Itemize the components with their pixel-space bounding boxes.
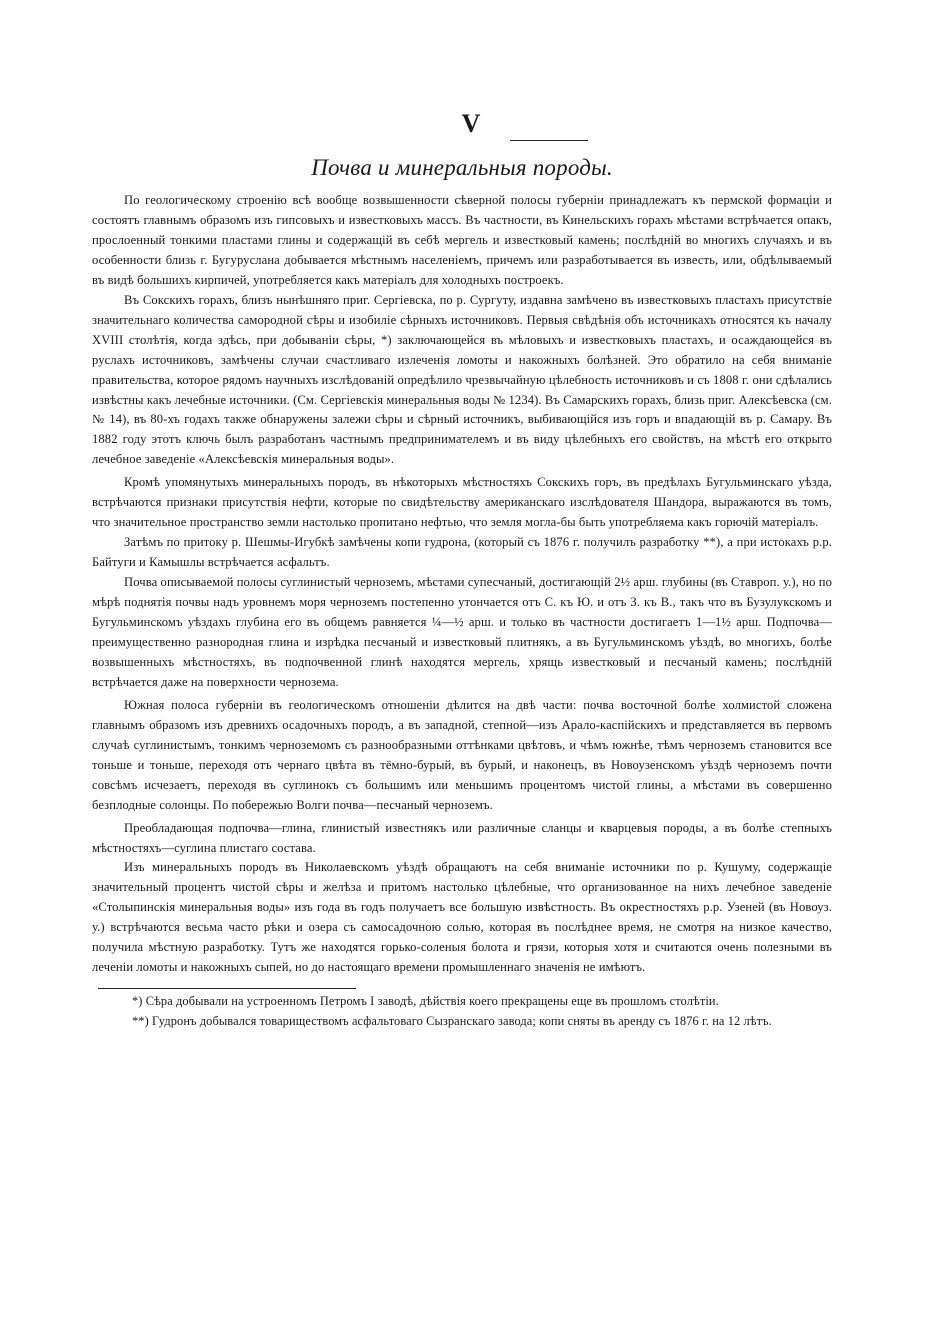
paragraph: Южная полоса губерніи въ геологическомъ отношеніи дѣлится на двѣ части: почва восточной болѣе холмистой сложена главнымъ образомъ изъ древнихъ осадочныхъ породъ, а въ западной, степной—изъ Арало-каспійскихъ и представляется въ первомъ случаѣ суглинистымъ, тонкимъ черноземомъ съ разнообразными оттѣнками цвѣтовъ, и чѣмъ южнѣе, тѣмъ черноземъ становится все тоньше и тоньше, переходя отъ чернаго цвѣта въ тёмно-бурый, въ бурый, и наконецъ, въ Новоузенскомъ уѣздѣ черноземъ почти совсѣмъ исчезаетъ, переходя въ суглинокъ съ большимъ или меньшимъ процентомъ чистой глины, а мѣстами въ совершенно безплодные солонцы. По побережью Волги почва—песчаный черноземъ.	[92, 697, 832, 812]
footnote: **) Гудронъ добывался товариществомъ асфальтоваго Сызранскаго завода; копи сняты въ аренду съ 1876 г. на 12 лѣтъ.	[132, 1013, 772, 1028]
paragraph: Изъ минеральныхъ породъ въ Николаевскомъ уѣздѣ обращаютъ на себя вниманіе источники по р. Кушуму, содержащіе значительный процентъ чистой сѣры и желѣза и притомъ настолько цѣлебные, что организованное на нихъ лечебное заведеніе «Столыпинскія минеральныя воды» изъ года въ годъ получаетъ все большую извѣстность. Въ окрестностяхъ р.р. Узеней (въ Новоуз. у.) встрѣчаются весьма часто рѣки и озера съ самосадочною солью, которая въ послѣднее время, не смотря на низкое качество, получила мѣстную разработку. Тутъ же находятся горько-соленыя болота и грязи, которыя хотя и считаются очень полезными въ леченіи ломоты и накожныхъ сыпей, но до настоящаго времени промышленнаго значенія не имѣютъ.	[92, 860, 832, 975]
footnotes	[92, 992, 832, 1031]
chapter-header	[92, 109, 832, 181]
chapter-rule	[510, 140, 588, 141]
paragraph: Въ Сокскихъ горахъ, близъ нынѣшняго приг. Сергіевска, по р. Сургуту, издавна замѣчено въ известковыхъ пластахъ присутствіе значительнаго количества самородной сѣры и изобиліе сѣрныхъ источниковъ. Первыя свѣдѣнія объ источникахъ относятся къ началу XVIII столѣтія, когда здѣсь, при добываніи сѣры, *) заключающейся въ мѣловыхъ и известковыхъ пластахъ, и осаждающейся въ руслахъ источниковъ, замѣчены случаи счастливаго излеченія ломоты и накожныхъ болѣзней. Это обратило на себя вниманіе правительства, которое рядомъ научныхъ изслѣдованій опредѣлило чрезвычайную цѣлебность источниковъ и съ 1808 г. они сдѣлались извѣстны какъ лечебные источники. (См. Сергіевскія минеральныя воды № 1234). Въ Самарскихъ горахъ, близь приг. Алексѣевска (см. № 14), въ 80-хъ годахъ также обнаружены залежи сѣры и сѣрный источникъ, выбивающійся изъ горъ и впадающій въ р. Самару. Въ 1882 году этотъ ключь былъ разработанъ частнымъ предпринимателемъ и въ виду цѣлебныхъ его свойствъ, на мѣстѣ его открыто лечебное заведеніе «Алексѣевскія минеральныя воды».	[92, 292, 832, 467]
chapter-title: Почва и минеральныя породы.	[311, 155, 613, 180]
paragraph: По геологическому строенію всѣ вообще возвышенности сѣверной полосы губерніи принадлежатъ къ пермской формаціи и состоятъ главнымъ образомъ изъ гипсовыхъ и известковыхъ массъ. Въ частности, въ Кинельскихъ горахъ мѣстами встрѣчается опакъ, прослоенный тонкими пластами глины и содержащій въ себѣ мергель и известковый камень; послѣдній во многихъ случаяхъ и въ особенности близь г. Бугуруслана добывается мѣстнымъ населеніемъ, причемъ или разработывается въ известь, или, обдѣлываемый въ видѣ большихъ кирпичей, употребляется какъ матеріалъ для холодныхъ построекъ.	[92, 193, 832, 287]
paragraph: Затѣмъ по притоку р. Шешмы-Игубкѣ замѣчены копи гудрона, (который съ 1876 г. получилъ разработку **), а при истокахъ р.р. Байтуги и Камышлы встрѣчается асфальтъ.	[92, 535, 832, 570]
paragraph: Преобладающая подпочва—глина, глинистый известнякъ или различные сланцы и кварцевыя породы, а въ болѣе степныхъ мѣстностяхъ—суглина плистаго состава.	[92, 820, 832, 855]
footnote: *) Сѣра добывали на устроенномъ Петромъ I заводѣ, дѣйствія коего прекращены еще въ прошломъ столѣтіи.	[132, 994, 719, 1009]
paragraph: Кромѣ упомянутыхъ минеральныхъ породъ, въ нѣкоторыхъ мѣстностяхъ Сокскихъ горъ, въ предѣлахъ Бугульминскаго уѣзда, встрѣчаются признаки присутствія нефти, которые по свидѣтельству американскаго изслѣдователя Шандора, выражаются въ томъ, что значительное пространство земли настолько пропитано нефтью, что земля могла-бы быть употребляема какъ горючій матеріалъ.	[92, 475, 832, 530]
paragraph: Почва описываемой полосы суглинистый черноземъ, мѣстами супесчаный, достигающій 2½ арш. глубины (въ Ставроп. у.), но по мѣрѣ поднятія почвы надъ уровнемъ моря черноземъ постепенно утончается отъ С. къ Ю. и отъ З. къ В., такъ что въ Бузулукскомъ и Бугульминскомъ уѣздахъ глубина его въ общемъ равняется ¼—½ арш. и только въ частности достигаетъ 1—1½ арш. Подпочва—преимущественно разнородная глина и изрѣдка песчаный и известковый плитнякъ, а въ Бугульминскомъ уѣздѣ, во многихъ, болѣе возвышенныхъ мѣстностяхъ, въ подпочвенной глинѣ находятся мергель, хрящь известковый и песчаный камень; послѣдній встрѣчается даже на поверхности чернозема.	[92, 575, 832, 689]
body-text	[92, 191, 832, 978]
footnote-divider	[98, 988, 356, 989]
chapter-number: V	[461, 109, 481, 138]
